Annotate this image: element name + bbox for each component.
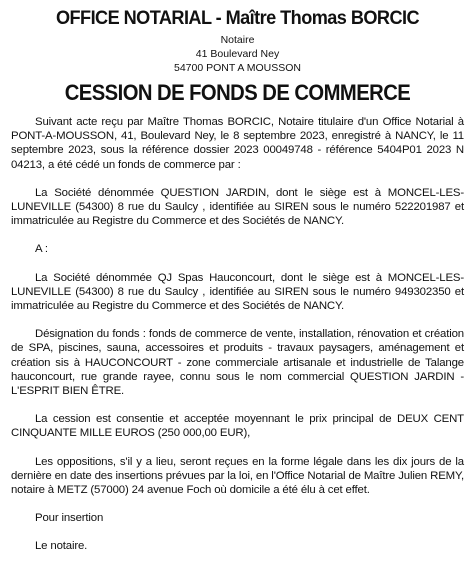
address-line-street: 41 Boulevard Ney [195, 48, 280, 60]
paragraph-oppositions: Les oppositions, s'il y a lieu, seront reçues en la forme légale dans les dix jours de la dernière en date des insertions prévues par la loi, en l'Office Notarial de Maître Julien REMY, notaire à METZ (57000) 24 avenue Foch où domicile a été élu à cet effet. [11, 455, 464, 497]
paragraph-designation: Désignation du fonds : fonds de commerce de vente, installation, rénovation et création de SPA, piscines, sauna, accessoires et produits - travaux paysagers, aménagement et création sis à HAUCONCOURT - zone commerciale artisanale et industrielle de Talange hauconcourt, rue grande rayee, connu sous le nom commercial QUESTION JARDIN - L'ESPRIT BIEN ÊTRE. [11, 328, 464, 398]
office-address [11, 33, 464, 75]
notice-title: CESSION DE FONDS DE COMMERCE [64, 80, 411, 105]
paragraph-seller: La Société dénommée QUESTION JARDIN, dont le siège est à MONCEL-LES-LUNEVILLE (54300) 8 rue du Saulcy , identifiée au SIREN sous le numéro 522201987 et immatriculée au Registre du Commerce et des Sociétés de NANCY. [11, 186, 464, 228]
paragraph-to: A : [35, 243, 48, 256]
paragraph-signature: Le notaire. [35, 540, 88, 553]
paragraph-buyer: La Société dénommée QJ Spas Hauconcourt, dont le siège est à MONCEL-LES-LUNEVILLE (54300) 8 rue du Saulcy , identifiée au SIREN sous le numéro 949302350 et immatriculée au Registre du Commerce et des Sociétés de NANCY. [11, 271, 464, 313]
paragraph-insertion: Pour insertion [35, 512, 104, 525]
paragraph-price: La cession est consentie et acceptée moyennant le prix principal de DEUX CENT CINQUANTE MILLE EUROS (250 000,00 EUR), [11, 413, 464, 440]
paragraph-deed: Suivant acte reçu par Maître Thomas BORCIC, Notaire titulaire d'un Office Notarial à PONT-A-MOUSSON, 41, Boulevard Ney, le 8 septembre 2023, enregistré à NANCY, le 11 septembre 2023, sous la référence dossier 2023 00049748 - référence 5404P01 2023 N 04213, a été cédé un fonds de commerce par : [11, 116, 464, 171]
address-line-title: Notaire [220, 34, 255, 46]
address-line-city: 54700 PONT A MOUSSON [173, 62, 302, 74]
office-name: OFFICE NOTARIAL - Maître Thomas BORCIC [55, 7, 419, 29]
